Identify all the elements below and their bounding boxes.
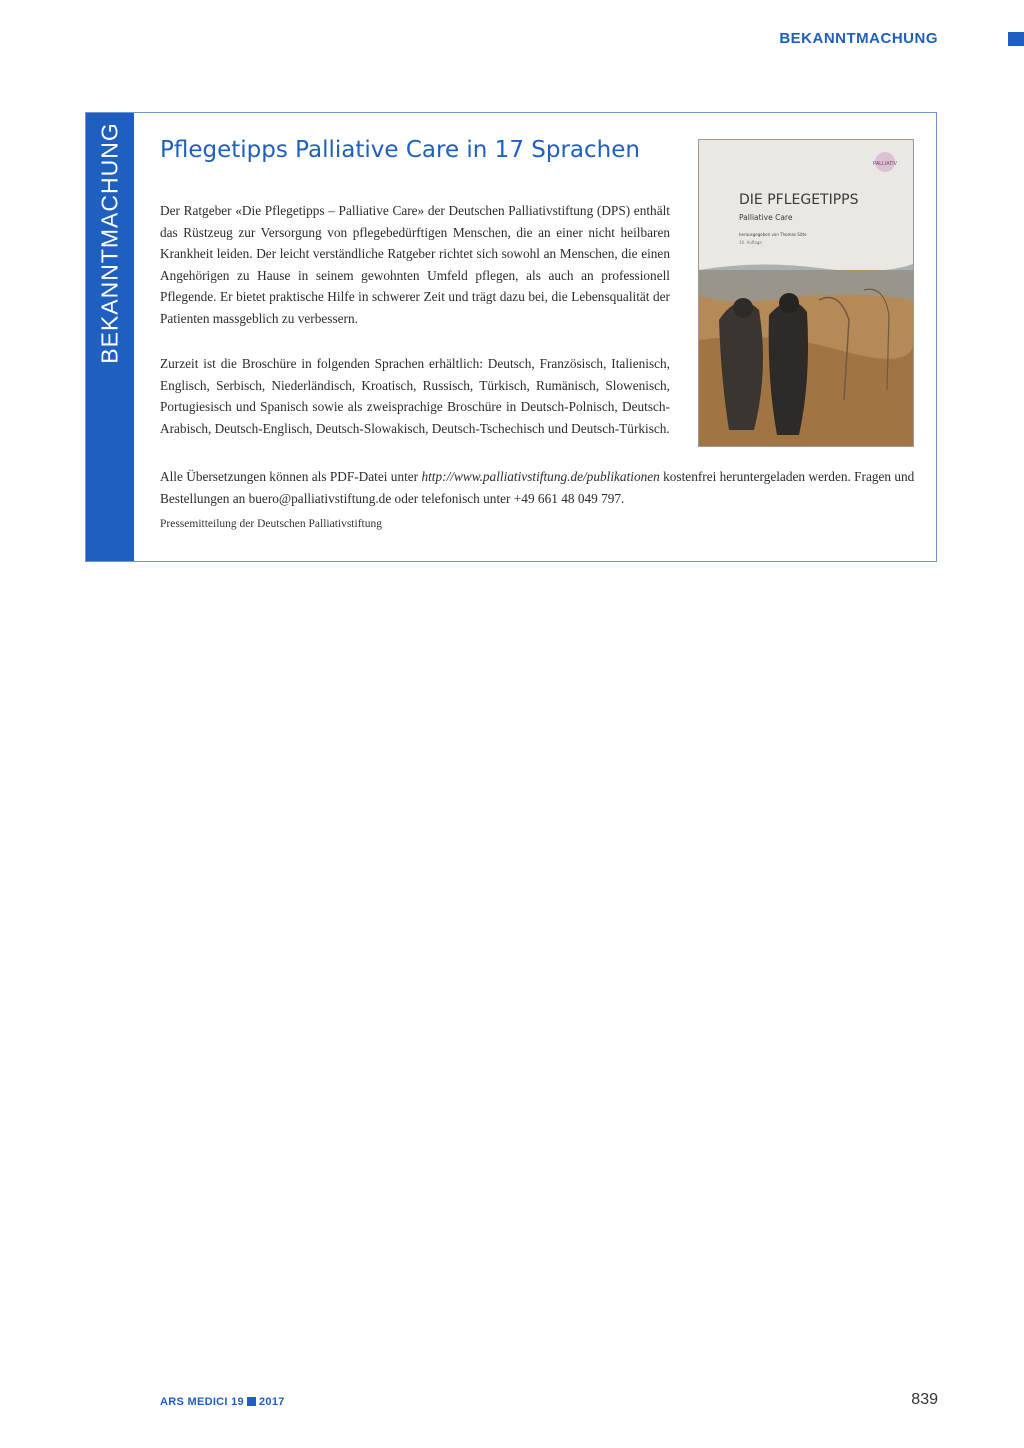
paragraph-intro: Der Ratgeber «Die Pflegetipps – Palliative Care» der Deutschen Palliativstiftung (DPS) enthält das Rüstzeug zur Versorgung von pflegebedürftigen Menschen, die an einer nicht heilbaren Krankheit leiden. Der leicht verständliche Ratgeber richtet sich sowohl an Menschen, die einen Angehörigen zu Hause in seinem gewohnten Umfeld pflegen, als auch an professionell Pflegende. Er bietet praktische Hilfe in schwerer Zeit und trägt dazu bei, die Lebensqualität der Patienten massgeblich zu verbessern. xyxy=(160,203,670,326)
cover-logo-text: PALLIATIV xyxy=(873,161,897,167)
announcement-panel xyxy=(85,112,937,562)
footer-journal-name: ARS MEDICI 19 xyxy=(160,1396,244,1408)
brochure-cover-image xyxy=(698,139,914,447)
footer-year: 2017 xyxy=(258,1396,285,1408)
download-text-after: kostenfrei heruntergeladen werden. Fragen und Bestellungen an buero@palliativstiftung.de oder telefonisch unter +49 661 48 049 797. xyxy=(160,469,915,506)
cover-title: DIE PFLEGETIPPS xyxy=(739,192,859,208)
section-header-label: BEKANNTMACHUNG xyxy=(779,30,938,47)
cover-edition: 10. Auflage xyxy=(739,240,762,245)
source-note: Pressemitteilung der Deutschen Palliativstiftung xyxy=(160,518,382,530)
footer-journal xyxy=(160,1396,285,1408)
paragraph-languages: Zurzeit ist die Broschüre in folgenden Sprachen erhältlich: Deutsch, Französisch, Italienisch, Englisch, Serbisch, Niederländisch, Kroatisch, Russisch, Türkisch, Rumänisch, Slowenisch, Portugiesisch und Spanisch sowie als zweisprachige Broschüre in Deutsch-Polnisch, Deutsch-Arabisch, Deutsch-Englisch, Deutsch-Slowakisch, Deutsch-Tschechisch und Deutsch-Türkisch. xyxy=(160,356,670,436)
download-text-before: Alle Übersetzungen können als PDF-Datei unter xyxy=(160,469,422,484)
side-band-label: BEKANNTMACHUNG xyxy=(96,122,123,364)
download-link[interactable]: http://www.palliativstiftung.de/publikationen xyxy=(421,469,660,484)
page-number: 839 xyxy=(911,1391,938,1408)
article-title: Pflegetipps Palliative Care in 17 Sprachen xyxy=(160,137,640,163)
cover-subtitle: Palliative Care xyxy=(739,213,793,222)
cover-editor: herausgegeben von Thomas Sitte xyxy=(739,232,807,237)
header-square-icon xyxy=(1008,32,1024,46)
paragraph-download xyxy=(160,466,928,509)
side-band xyxy=(86,113,134,561)
footer-square-icon xyxy=(247,1397,256,1406)
